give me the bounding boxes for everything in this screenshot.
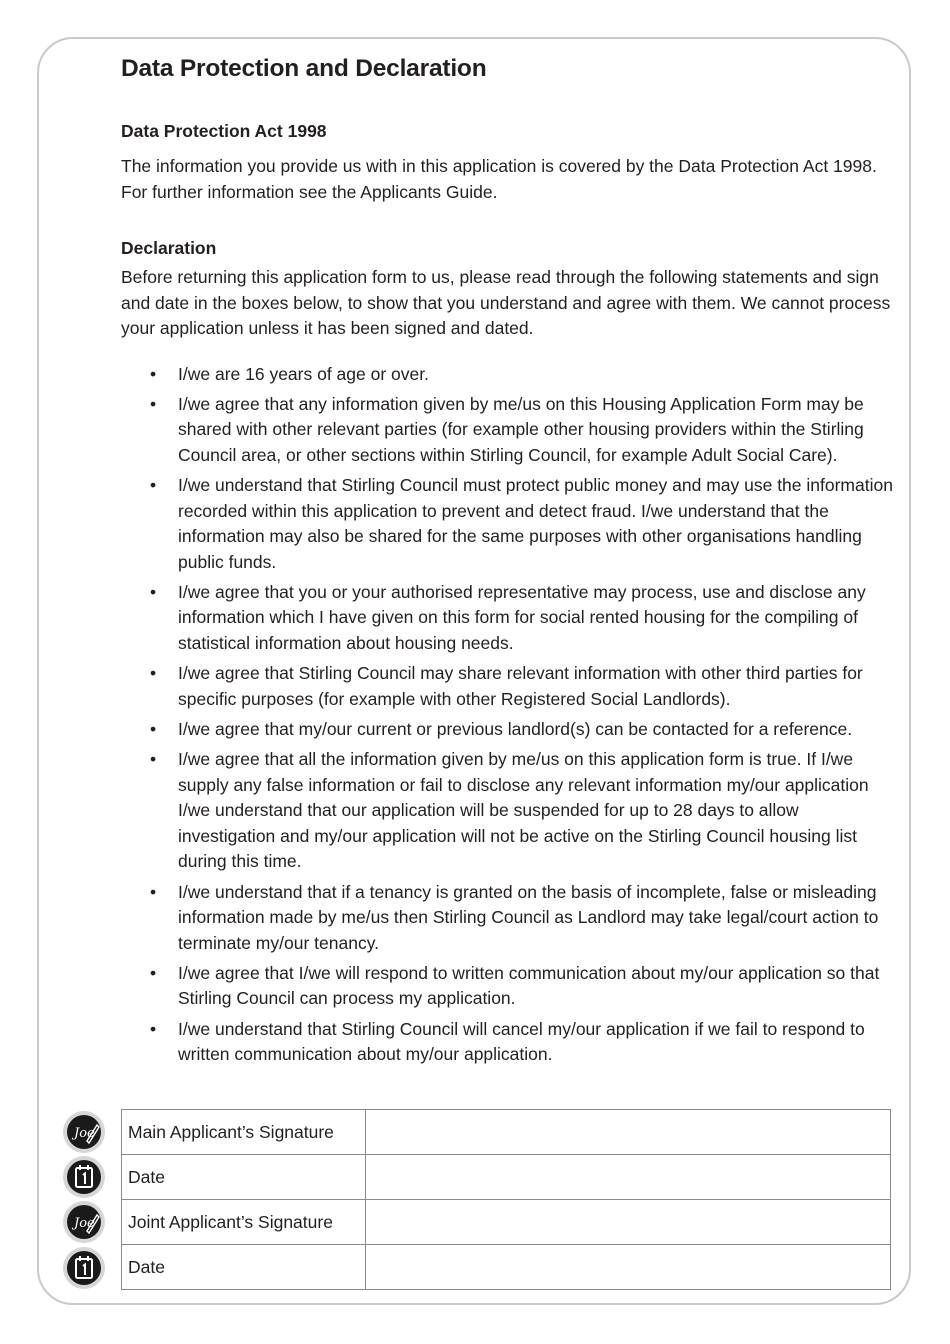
bullet: • [150, 881, 157, 902]
svg-text:Joe: Joe [74, 1216, 95, 1231]
declaration-heading: Declaration [121, 238, 217, 258]
statement-text: I/we agree that all the information given by me/us on this application form is true. If I/we supply any false information or fail to disclose any relevant information my/our application I/we understand that our application will be suspended for up to 28 days to allow investigation and my/our application will not be active on the Stirling Council housing list during this time. [178, 749, 869, 872]
bullet: • [150, 581, 157, 602]
list-item [121, 362, 896, 388]
declaration-statements [121, 362, 896, 1068]
main-signature-label: Main Applicant’s Signature [122, 1110, 366, 1155]
main-date-label: Date [122, 1155, 366, 1200]
bullet: • [150, 475, 157, 496]
main-signature-field[interactable] [365, 1110, 890, 1155]
calendar-icon [63, 1247, 105, 1289]
signature-table [121, 1109, 891, 1290]
bullet: • [150, 663, 157, 684]
signature-pen-icon [63, 1201, 105, 1243]
list-item [121, 580, 896, 657]
page-title: Data Protection and Declaration [121, 55, 487, 82]
statement-text: I/we are 16 years of age or over. [178, 363, 429, 384]
list-item [121, 961, 896, 1012]
list-item [121, 717, 896, 743]
statement-text: I/we agree that my/our current or previous landlord(s) can be contacted for a reference. [178, 718, 853, 739]
bullet: • [150, 1018, 157, 1039]
bullet: • [150, 749, 157, 770]
statement-text: I/we agree that I/we will respond to written communication about my/our application so that Stirling Council can process my application. [178, 962, 880, 1009]
list-item [121, 747, 896, 875]
signature-pen-icon [63, 1111, 105, 1153]
bullet: • [150, 962, 157, 983]
statement-text: I/we understand that if a tenancy is granted on the basis of incomplete, false or misleading information made by me/us then Stirling Council as Landlord may take legal/court action to terminate my/our tenancy. [178, 881, 879, 953]
data-protection-text: The information you provide us with in this application is covered by the Data Protection Act 1998. For further information see the Applicants Guide. [121, 156, 877, 202]
bullet: • [150, 393, 157, 414]
list-item [121, 880, 896, 957]
joint-date-field[interactable] [365, 1245, 890, 1290]
form-content [121, 52, 896, 1072]
bullet: • [150, 363, 157, 384]
table-row [122, 1155, 891, 1200]
joint-signature-field[interactable] [365, 1200, 890, 1245]
data-protection-heading: Data Protection Act 1998 [121, 121, 327, 141]
table-row [122, 1200, 891, 1245]
main-date-field[interactable] [365, 1155, 890, 1200]
statement-text: I/we understand that Stirling Council must protect public money and may use the information recorded within this application to prevent and detect fraud. I/we understand that the information may also be shared for the same purposes with other organisations handling public funds. [178, 475, 893, 572]
bullet: • [150, 718, 157, 739]
declaration-text: Before returning this application form to us, please read through the following statements and sign and date in the boxes below, to show that you understand and agree with them. We cannot process your application unless it has been signed and dated. [121, 267, 891, 338]
table-row [122, 1110, 891, 1155]
joint-date-label: Date [122, 1245, 366, 1290]
table-row [122, 1245, 891, 1290]
calendar-icon [63, 1156, 105, 1198]
statement-text: I/we understand that Stirling Council will cancel my/our application if we fail to respond to written communication about my/our application. [178, 1018, 865, 1065]
list-item [121, 1017, 896, 1068]
list-item [121, 473, 896, 575]
joint-signature-label: Joint Applicant’s Signature [122, 1200, 366, 1245]
list-item [121, 392, 896, 469]
statement-text: I/we agree that any information given by me/us on this Housing Application Form may be shared with other relevant parties (for example other housing providers within the Stirling Council area, or other sections within Stirling Council, for example Adult Social Care). [178, 393, 864, 465]
svg-text:Joe: Joe [74, 1126, 95, 1141]
statement-text: I/we agree that you or your authorised representative may process, use and disclose any information which I have given on this form for social rented housing for the compiling of statistical information about housing needs. [178, 581, 866, 653]
statement-text: I/we agree that Stirling Council may share relevant information with other third parties for specific purposes (for example with other Registered Social Landlords). [178, 663, 863, 709]
list-item [121, 661, 896, 712]
